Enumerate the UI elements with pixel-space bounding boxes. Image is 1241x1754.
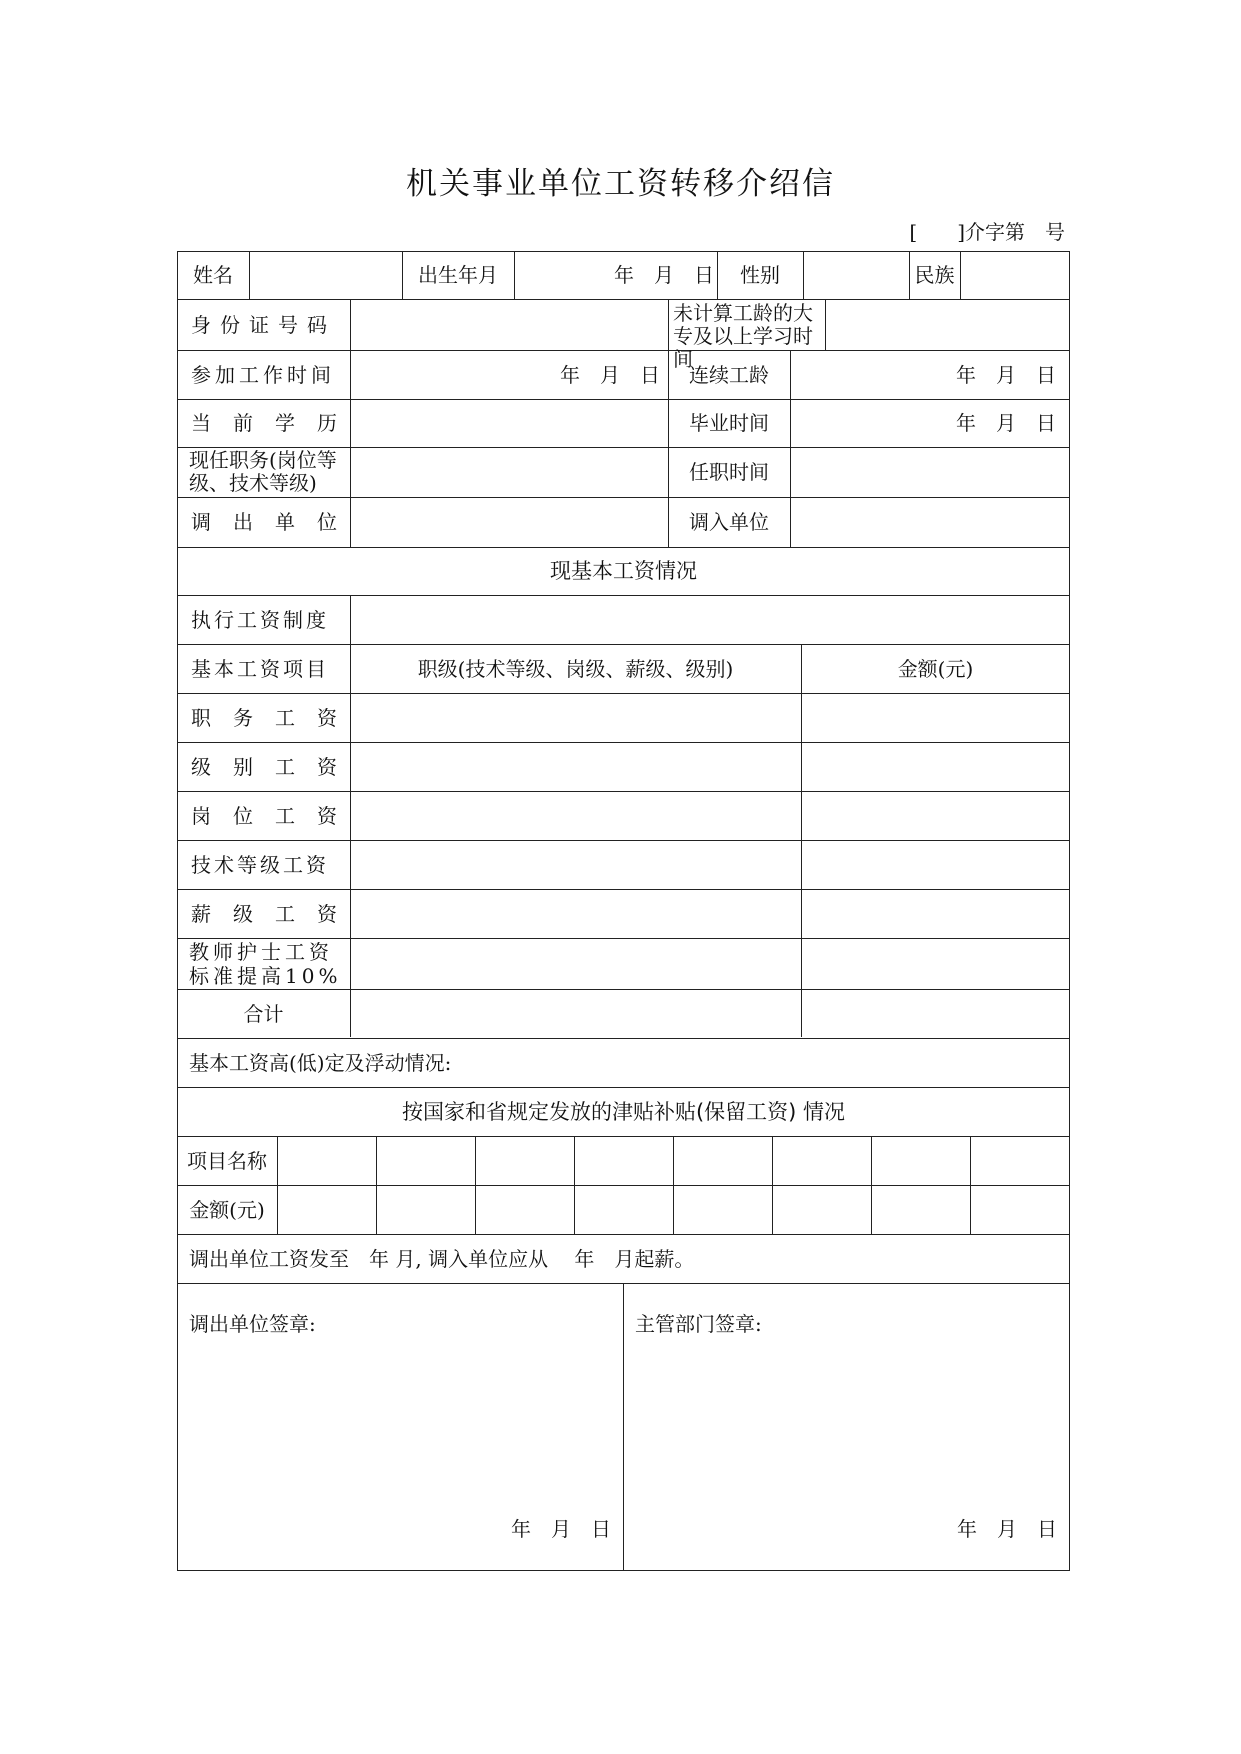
- work-start-value: 年 月 日: [560, 362, 660, 387]
- birth-label: 出生年月: [418, 263, 498, 287]
- total-label: 合计: [243, 1001, 284, 1026]
- seniority-value: 年 月 日: [956, 362, 1056, 387]
- dept-seal-date: 年 月 日: [957, 1517, 1057, 1541]
- dept-seal-label: 主管部门签章:: [635, 1312, 762, 1336]
- float-label: 基本工资高(低)定及浮动情况:: [189, 1050, 452, 1075]
- work-start-label: 参加工作时间: [191, 362, 335, 387]
- wage-section-title: 现基本工资情况: [550, 559, 697, 583]
- out-unit-seal-date: 年 月 日: [511, 1517, 611, 1541]
- wage-row-position: 岗位工资: [191, 803, 359, 828]
- education-label: 当前学历: [191, 411, 359, 435]
- item-amount-label: 金额(元): [189, 1197, 265, 1222]
- wage-row-technical: 技术等级工资: [191, 852, 329, 877]
- out-unit-seal-label: 调出单位签章:: [189, 1312, 316, 1336]
- transfer-form: [177, 251, 1070, 1571]
- teacher-nurse-label: 教师护士工资标准提高10%: [189, 940, 342, 988]
- gender-label: 性别: [740, 263, 780, 287]
- in-unit-label: 调入单位: [689, 510, 769, 534]
- wage-row-level: 级别工资: [191, 754, 359, 779]
- birth-date-value: 年 月 日: [614, 263, 714, 287]
- grade-header: 职级(技术等级、岗级、薪级、级别): [417, 656, 734, 681]
- position-label: 现任职务(岗位等级、技术等级): [189, 448, 337, 495]
- seniority-label: 连续工龄: [689, 362, 769, 387]
- allowance-section-title: 按国家和省规定发放的津贴补贴(保留工资) 情况: [401, 1099, 846, 1124]
- study-time-label: 未计算工龄的大专及以上学习时间: [673, 301, 813, 371]
- out-unit-label: 调出单位: [191, 510, 359, 534]
- gender-field[interactable]: [803, 251, 909, 299]
- document-title: 机关事业单位工资转移介绍信: [406, 166, 835, 202]
- name-label: 姓名: [193, 263, 233, 287]
- wage-row-post: 职务工资: [191, 705, 359, 730]
- ethnic-label: 民族: [914, 263, 955, 287]
- amount-header: 金额(元): [897, 656, 974, 681]
- id-number-label: 身份证号码: [191, 312, 336, 337]
- graduate-value: 年 月 日: [956, 411, 1056, 435]
- item-name-label: 项目名称: [187, 1148, 267, 1173]
- payment-text: 调出单位工资发至 年 月, 调入单位应从 年 月起薪。: [189, 1246, 695, 1271]
- document-number: [ ]介字第 号: [909, 220, 1065, 244]
- graduate-label: 毕业时间: [689, 411, 769, 435]
- appoint-time-label: 任职时间: [689, 460, 769, 484]
- wage-items-label: 基本工资项目: [191, 656, 329, 681]
- wage-row-salary-grade: 薪级工资: [191, 901, 359, 926]
- wage-system-label: 执行工资制度: [191, 607, 329, 632]
